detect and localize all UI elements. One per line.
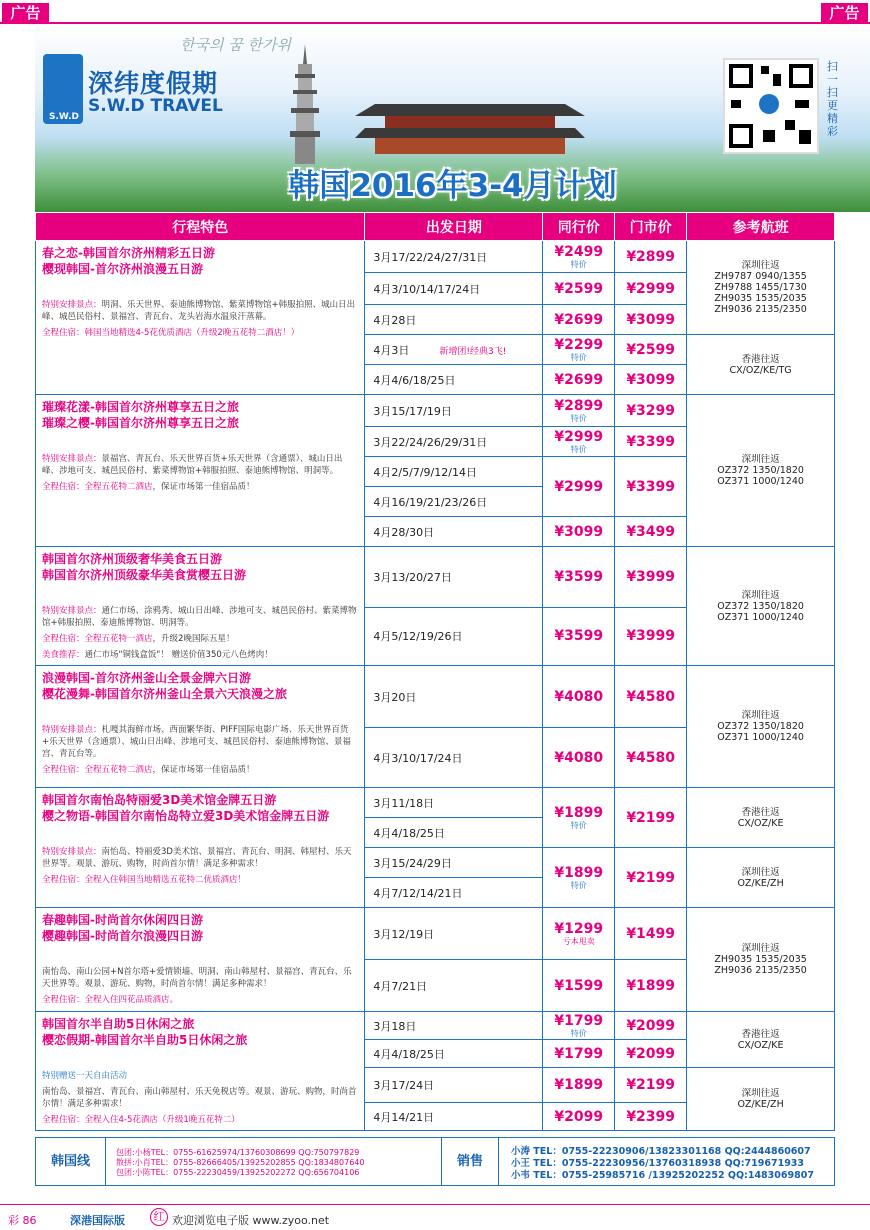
contact-group-lines bbox=[116, 1148, 364, 1178]
tour-name: 璀璨之樱-韩国首尔济州尊享五日之旅 bbox=[42, 416, 239, 430]
date-text: 3月11/18日 bbox=[373, 796, 435, 810]
flight-line: OZ/KE/ZH bbox=[737, 877, 784, 889]
tour-description bbox=[36, 666, 365, 788]
trade-price bbox=[543, 395, 615, 427]
trade-price bbox=[543, 666, 615, 728]
date-text: 3月22/24/26/29/31日 bbox=[373, 435, 488, 449]
trade-price-value: ¥3599 bbox=[554, 568, 604, 585]
market-price: ¥3999 bbox=[615, 547, 687, 608]
tour-description bbox=[36, 241, 365, 395]
trade-price bbox=[543, 427, 615, 457]
logo-small-text: S.W.D bbox=[49, 112, 79, 122]
trade-price-value: ¥3599 bbox=[554, 628, 604, 645]
flight-line: 深圳往返 bbox=[741, 866, 780, 878]
note-label: 特别安排景点： bbox=[42, 454, 102, 464]
flight-line: 香港往返 bbox=[741, 806, 780, 818]
tour-name: 韩国首尔济州顶级奢华美食五日游 bbox=[42, 552, 223, 566]
special-price-tag: 特价 bbox=[570, 353, 587, 362]
market-price: ¥1499 bbox=[615, 908, 687, 960]
flight-line: 香港往返 bbox=[741, 1028, 780, 1040]
market-price: ¥3999 bbox=[615, 607, 687, 666]
header-banner bbox=[35, 24, 870, 212]
departure-date bbox=[365, 1012, 543, 1040]
trade-price-value: ¥2899 bbox=[554, 398, 604, 414]
note-text: 札嘎其海鲜市场、西面繁华街、PIFF国际电影广场、乐天世界百货+乐天世界（含通票）、城山日出峰、涉地可支、城邑民俗村、泰迪熊博物馆、景福宫、青瓦台等。 bbox=[42, 725, 351, 759]
trade-price-value: ¥1899 bbox=[554, 805, 604, 821]
flight-line: CX/OZ/KE/TG bbox=[729, 364, 792, 376]
logo-chinese: 深纬度假期 bbox=[88, 69, 219, 98]
note-label: 特别赠送一天自由活动 bbox=[42, 1071, 128, 1081]
special-price-tag: 特价 bbox=[570, 881, 587, 890]
qr-code-icon bbox=[723, 58, 819, 154]
departure-date bbox=[365, 487, 543, 517]
reference-flight bbox=[687, 395, 835, 547]
tour-note bbox=[42, 966, 358, 990]
tour-name: 樱恋假期-韩国首尔半自助5日休闲之旅 bbox=[42, 1033, 248, 1047]
trade-price bbox=[543, 457, 615, 517]
tour-name: 韩国首尔南怡岛特丽爱3D美术馆金牌五日游 bbox=[42, 793, 277, 807]
table-row bbox=[36, 666, 835, 728]
note-text: 韩国当地精选4-5花优质酒店（升级2晚五花特二酒店！） bbox=[84, 328, 300, 338]
departure-date bbox=[365, 241, 543, 273]
flight-line: ZH9036 2135/2350 bbox=[714, 304, 807, 315]
flight-line: OZ372 1350/1820 bbox=[717, 600, 804, 612]
market-price: ¥2899 bbox=[615, 241, 687, 273]
date-text: 3月20日 bbox=[373, 690, 417, 704]
trade-price-value: ¥2699 bbox=[554, 371, 604, 388]
market-price: ¥3099 bbox=[615, 305, 687, 335]
departure-date bbox=[365, 365, 543, 395]
contact-bar bbox=[35, 1137, 835, 1186]
date-text: 4月4/18/25日 bbox=[373, 1047, 445, 1061]
sales-label: 销售 bbox=[441, 1138, 499, 1185]
date-text: 3月18日 bbox=[373, 1019, 417, 1033]
flight-line: 深圳往返 bbox=[741, 454, 780, 465]
market-price: ¥2599 bbox=[615, 335, 687, 365]
special-price-tag: 特价 bbox=[570, 414, 587, 423]
tour-table bbox=[35, 212, 835, 1131]
special-price-tag: 特价 bbox=[570, 1029, 587, 1038]
note-text: 景福宫、青瓦台、乐天世界百货+乐天世界（含通票）、城山日出峰、涉地可支、城邑民俗村、紫菜博物馆+韩服拍照、泰迪熊博物馆、明洞等。 bbox=[42, 454, 343, 476]
date-text: 4月7/21日 bbox=[373, 979, 428, 993]
trade-price-value: ¥1799 bbox=[554, 1045, 604, 1062]
market-price: ¥2199 bbox=[615, 788, 687, 848]
date-text: 4月5/12/19/26日 bbox=[373, 630, 463, 644]
table-row bbox=[36, 908, 835, 960]
flight-line: 深圳往返 bbox=[741, 589, 780, 601]
sales-line: 小涛 TEL：0755-22230906/13823301168 QQ:2444860607 bbox=[511, 1146, 811, 1157]
header-flight: 参考航班 bbox=[687, 213, 835, 241]
departure-date bbox=[365, 1103, 543, 1131]
page-footer bbox=[0, 1204, 870, 1230]
market-price: ¥3099 bbox=[615, 365, 687, 395]
note-label: 全程住宿： bbox=[42, 634, 85, 644]
note-label: 全程住宿： bbox=[42, 875, 85, 885]
qr-caption: 扫一扫更精彩 bbox=[827, 60, 838, 138]
reference-flight bbox=[687, 241, 835, 335]
departure-date bbox=[365, 427, 543, 457]
date-text: 3月12/19日 bbox=[373, 927, 435, 941]
trade-price bbox=[543, 241, 615, 273]
note-label: 全程住宿： bbox=[42, 328, 85, 338]
note-text: ，保证市场第一佳宿品质！ bbox=[152, 482, 255, 492]
note-label: 特别安排景点： bbox=[42, 725, 102, 735]
note-label: 全程住宿： bbox=[42, 1115, 85, 1125]
tour-description bbox=[36, 788, 365, 908]
note-text: 全程入住韩国当地精选五花特二优质酒店！ bbox=[84, 875, 247, 885]
flight-line: OZ371 1000/1240 bbox=[717, 476, 804, 487]
trade-price bbox=[543, 365, 615, 395]
date-text: 4月14/21日 bbox=[373, 1110, 435, 1124]
date-text: 3月17/22/24/27/31日 bbox=[373, 250, 488, 264]
trade-price bbox=[543, 335, 615, 365]
tour-name: 樱趣韩国-时尚首尔浪漫四日游 bbox=[42, 929, 203, 943]
tour-note bbox=[42, 605, 358, 629]
date-text: 4月28日 bbox=[373, 313, 417, 327]
note-highlight: 全程五花特二酒店 bbox=[84, 482, 153, 492]
departure-date bbox=[365, 728, 543, 788]
flight-line: OZ371 1000/1240 bbox=[717, 611, 804, 623]
flight-line: OZ/KE/ZH bbox=[737, 1099, 784, 1110]
tour-name: 春之恋-韩国首尔济州精彩五日游 bbox=[42, 246, 215, 260]
departure-date bbox=[365, 1068, 543, 1103]
tour-name: 樱现韩国-首尔济州浪漫五日游 bbox=[42, 262, 203, 276]
trade-price-value: ¥1299 bbox=[554, 921, 604, 937]
market-price: ¥1899 bbox=[615, 960, 687, 1012]
date-text: 4月2/5/7/9/12/14日 bbox=[373, 465, 477, 479]
tour-note bbox=[42, 481, 358, 493]
trade-price bbox=[543, 788, 615, 848]
departure-date bbox=[365, 788, 543, 818]
tour-name: 春趣韩国-时尚首尔休闲四日游 bbox=[42, 913, 203, 927]
reference-flight bbox=[687, 1068, 835, 1131]
trade-price-value: ¥1899 bbox=[554, 865, 604, 881]
market-price: ¥2999 bbox=[615, 273, 687, 305]
flight-line: 香港往返 bbox=[741, 353, 780, 365]
reference-flight bbox=[687, 547, 835, 666]
departure-date bbox=[365, 517, 543, 547]
note-text: 南怡岛、南山公园+N首尔塔+爱情锁墙、明洞、南山韩屋村、景福宫、青瓦台、乐天世界等。观景、游玩、购物，时尚首尔情！满足多种需求！ bbox=[42, 967, 352, 989]
table-header-row bbox=[36, 213, 835, 241]
note-text: 明洞、乐天世界、泰迪熊博物馆、紫菜博物馆+韩服拍照、城山日出峰、城邑民俗村、景福宫、青瓦台、龙头岩海水温泉汗蒸幕。 bbox=[42, 300, 356, 322]
edition-label: 深港国际版 bbox=[70, 1214, 125, 1227]
flight-line: OZ371 1000/1240 bbox=[717, 732, 804, 743]
flight-line: ZH9035 1535/2035 bbox=[714, 293, 807, 304]
note-label: 特别安排景点： bbox=[42, 847, 102, 857]
trade-price bbox=[543, 1012, 615, 1040]
ad-label-left: 广告 bbox=[2, 3, 49, 23]
reference-flight bbox=[687, 848, 835, 908]
note-text: 南怡岛、特丽爱3D美术馆、景福宫、青瓦台、明洞、韩屋村、乐天世界等。观景、游玩、购物，时尚首尔情！满足多种需求！ bbox=[42, 847, 352, 869]
sales-line: 小韦 TEL：0755-25985716 /13925202252 QQ:1483069807 bbox=[511, 1170, 814, 1181]
trade-price bbox=[543, 273, 615, 305]
contact-line: 包团:小陈TEL：0755-22230459/13925202272 QQ:656704106 bbox=[116, 1168, 360, 1177]
contact-line: 包团:小杨TEL：0755-61625974/13760308699 QQ:750797829 bbox=[116, 1148, 360, 1157]
table-row bbox=[36, 241, 835, 273]
tour-name: 韩国首尔济州顶级豪华美食赏樱五日游 bbox=[42, 568, 247, 582]
table-row bbox=[36, 547, 835, 608]
market-price: ¥4580 bbox=[615, 666, 687, 728]
market-price: ¥3499 bbox=[615, 517, 687, 547]
date-text: 4月3/10/17/24日 bbox=[373, 751, 463, 765]
tour-note bbox=[42, 994, 358, 1006]
date-text: 3月13/20/27日 bbox=[373, 570, 452, 584]
market-price: ¥2099 bbox=[615, 1012, 687, 1040]
trade-price bbox=[543, 960, 615, 1012]
departure-date bbox=[365, 547, 543, 608]
reference-flight bbox=[687, 908, 835, 1012]
reference-flight bbox=[687, 788, 835, 848]
departure-date bbox=[365, 335, 543, 365]
departure-date bbox=[365, 878, 543, 908]
market-price: ¥3399 bbox=[615, 457, 687, 517]
flight-line: OZ372 1350/1820 bbox=[717, 465, 804, 476]
trade-price-value: ¥4080 bbox=[554, 688, 604, 705]
header-market-price: 门市价 bbox=[615, 213, 687, 241]
date-text: 4月3/10/14/17/24日 bbox=[373, 282, 481, 296]
departure-date bbox=[365, 1040, 543, 1068]
trade-price-value: ¥2499 bbox=[554, 244, 604, 260]
tour-note bbox=[42, 327, 358, 339]
flight-line: 深圳往返 bbox=[741, 260, 780, 271]
market-price: ¥2099 bbox=[615, 1040, 687, 1068]
market-price: ¥2199 bbox=[615, 1068, 687, 1103]
trade-price-value: ¥2999 bbox=[554, 429, 604, 445]
site-link[interactable]: 欢迎浏览电子版 www.zyoo.net bbox=[172, 1214, 330, 1227]
departure-date bbox=[365, 960, 543, 1012]
trade-price-value: ¥1599 bbox=[554, 977, 604, 994]
tour-description bbox=[36, 395, 365, 547]
date-text: 4月7/12/14/21日 bbox=[373, 886, 463, 900]
reference-flight bbox=[687, 666, 835, 788]
date-text: 4月3日 bbox=[373, 343, 410, 357]
tour-name: 韩国首尔半自助5日休闲之旅 bbox=[42, 1017, 195, 1031]
note-text: 通仁市场"铜钱盒饭"！ 赠送价值350元八色烤肉！ bbox=[84, 650, 273, 660]
trade-price-value: ¥4080 bbox=[554, 749, 604, 766]
sales-line: 小王 TEL：0755-22230956/13760318938 QQ:719671933 bbox=[511, 1158, 805, 1169]
date-text: 4月16/19/21/23/26日 bbox=[373, 495, 488, 509]
departure-date bbox=[365, 395, 543, 427]
tour-note bbox=[42, 1070, 358, 1082]
market-price: ¥2399 bbox=[615, 1103, 687, 1131]
market-price: ¥3299 bbox=[615, 395, 687, 427]
trade-price bbox=[543, 908, 615, 960]
trade-price-value: ¥2299 bbox=[554, 337, 604, 353]
departure-date bbox=[365, 273, 543, 305]
date-text: 3月17/24日 bbox=[373, 1079, 435, 1092]
page-number: 彩 86 bbox=[8, 1214, 37, 1227]
special-price-tag: 特价 bbox=[570, 445, 587, 454]
trade-price bbox=[543, 1103, 615, 1131]
departure-date bbox=[365, 305, 543, 335]
trade-price-value: ¥2099 bbox=[554, 1108, 604, 1125]
date-text: 3月15/24/29日 bbox=[373, 856, 452, 870]
flight-line: CX/OZ/KE bbox=[737, 1039, 784, 1051]
flight-line: ZH9787 0940/1355 bbox=[714, 271, 807, 282]
trade-price bbox=[543, 848, 615, 908]
flight-line: ZH9788 1455/1730 bbox=[714, 282, 807, 293]
flight-line: OZ372 1350/1820 bbox=[717, 721, 804, 732]
trade-price bbox=[543, 1040, 615, 1068]
tour-note bbox=[42, 846, 358, 870]
logo-english: S.W.D TRAVEL bbox=[88, 96, 223, 116]
date-text: 4月4/18/25日 bbox=[373, 826, 445, 840]
note-label: 特别安排景点： bbox=[42, 300, 102, 310]
note-label: 全程住宿： bbox=[42, 765, 85, 775]
note-text: 全程入住4-5花酒店（升级1晚五花特二） bbox=[84, 1115, 240, 1125]
special-price-tag: 亏本甩卖 bbox=[562, 937, 595, 946]
table-row bbox=[36, 788, 835, 818]
tour-note bbox=[42, 299, 358, 323]
special-price-tag: 特价 bbox=[570, 821, 587, 830]
edition-badge: 红 bbox=[150, 1208, 168, 1226]
note-text: ，升级2晚国际五星！ bbox=[152, 634, 235, 644]
tour-description bbox=[36, 908, 365, 1012]
note-text: 全程入住四花品质酒店。 bbox=[84, 995, 179, 1005]
note-highlight: 全程五花特一酒店 bbox=[84, 634, 153, 644]
note-label: 特别安排景点： bbox=[42, 606, 102, 616]
note-label: 美食推荐： bbox=[42, 650, 85, 660]
contact-line-label: 韩国线 bbox=[36, 1138, 106, 1185]
new-group-note: 新增团!经典3飞! bbox=[439, 346, 507, 357]
trade-price bbox=[543, 517, 615, 547]
trade-price-value: ¥2699 bbox=[554, 311, 604, 328]
note-text: ，保证市场第一佳宿品质！ bbox=[152, 765, 255, 775]
table-row bbox=[36, 395, 835, 427]
market-price: ¥2199 bbox=[615, 848, 687, 908]
tour-note bbox=[42, 1086, 358, 1110]
departure-date bbox=[365, 848, 543, 878]
korean-script-text: 한국의 꿈 한가위 bbox=[180, 36, 291, 54]
tour-note bbox=[42, 1114, 358, 1126]
flight-line: 深圳往返 bbox=[741, 943, 780, 954]
trade-price-value: ¥3099 bbox=[554, 523, 604, 540]
header-feature: 行程特色 bbox=[36, 213, 365, 241]
reference-flight bbox=[687, 335, 835, 395]
note-label: 全程住宿： bbox=[42, 482, 85, 492]
trade-price-value: ¥1799 bbox=[554, 1013, 604, 1029]
date-text: 4月28/30日 bbox=[373, 525, 435, 539]
flight-line: CX/OZ/KE bbox=[737, 817, 784, 829]
pagoda-icon bbox=[290, 44, 320, 164]
note-text: 南怡岛、景福宫、青瓦台、南山韩屋村、乐天免税店等。观景、游玩、购物，时尚首尔情！满足多种需求！ bbox=[42, 1087, 357, 1109]
sales-contact-lines bbox=[511, 1146, 814, 1182]
note-text: 通仁市场、涂鸦秀、城山日出峰、涉地可支、城邑民俗村、紫菜博物馆+韩服拍照、泰迪熊博物馆、明洞等。 bbox=[42, 606, 357, 628]
flight-line: ZH9036 2135/2350 bbox=[714, 965, 807, 976]
trade-price bbox=[543, 305, 615, 335]
tour-note bbox=[42, 764, 358, 776]
date-text: 4月4/6/18/25日 bbox=[373, 373, 456, 387]
departure-date bbox=[365, 457, 543, 487]
reference-flight bbox=[687, 1012, 835, 1068]
market-price: ¥3399 bbox=[615, 427, 687, 457]
flight-line: 深圳往返 bbox=[741, 1088, 780, 1099]
tour-name: 樱之物语-韩国首尔南怡岛特立爱3D美术馆金牌五日游 bbox=[42, 809, 330, 823]
header-trade-price: 同行价 bbox=[543, 213, 615, 241]
flight-line: 深圳往返 bbox=[741, 710, 780, 721]
note-label: 全程住宿： bbox=[42, 995, 85, 1005]
note-highlight: 全程五花特二酒店 bbox=[84, 765, 153, 775]
departure-date bbox=[365, 908, 543, 960]
market-price: ¥4580 bbox=[615, 728, 687, 788]
tour-note bbox=[42, 453, 358, 477]
trade-price-value: ¥2999 bbox=[554, 478, 604, 495]
departure-date bbox=[365, 818, 543, 848]
palace-icon bbox=[355, 84, 585, 154]
tour-name: 璀璨花漾-韩国首尔济州尊享五日之旅 bbox=[42, 400, 239, 414]
tour-note bbox=[42, 633, 358, 645]
page-title: 韩国2016年3-4月计划 bbox=[288, 168, 617, 204]
contact-line: 散拼:小肖TEL：0755-82666405/13925202855 QQ:1834807640 bbox=[116, 1158, 365, 1167]
flight-line: ZH9035 1535/2035 bbox=[714, 954, 807, 965]
date-text: 3月15/17/19日 bbox=[373, 404, 452, 418]
tour-name: 浪漫韩国-首尔济州釜山全景金牌六日游 bbox=[42, 671, 251, 685]
trade-price-value: ¥1899 bbox=[554, 1077, 604, 1093]
departure-date bbox=[365, 607, 543, 666]
special-price-tag: 特价 bbox=[570, 260, 587, 269]
trade-price bbox=[543, 728, 615, 788]
trade-price bbox=[543, 1068, 615, 1103]
tour-note bbox=[42, 724, 358, 760]
departure-date bbox=[365, 666, 543, 728]
header-date: 出发日期 bbox=[365, 213, 543, 241]
trade-price bbox=[543, 547, 615, 608]
tour-description bbox=[36, 547, 365, 666]
table-row bbox=[36, 1012, 835, 1040]
tour-note bbox=[42, 649, 358, 661]
tour-note bbox=[42, 874, 358, 886]
ad-label-right: 广告 bbox=[821, 3, 868, 23]
trade-price bbox=[543, 607, 615, 666]
tour-description bbox=[36, 1012, 365, 1131]
tour-name: 樱花漫舞-韩国首尔济州釜山全景六天浪漫之旅 bbox=[42, 687, 287, 701]
trade-price-value: ¥2599 bbox=[554, 280, 604, 297]
